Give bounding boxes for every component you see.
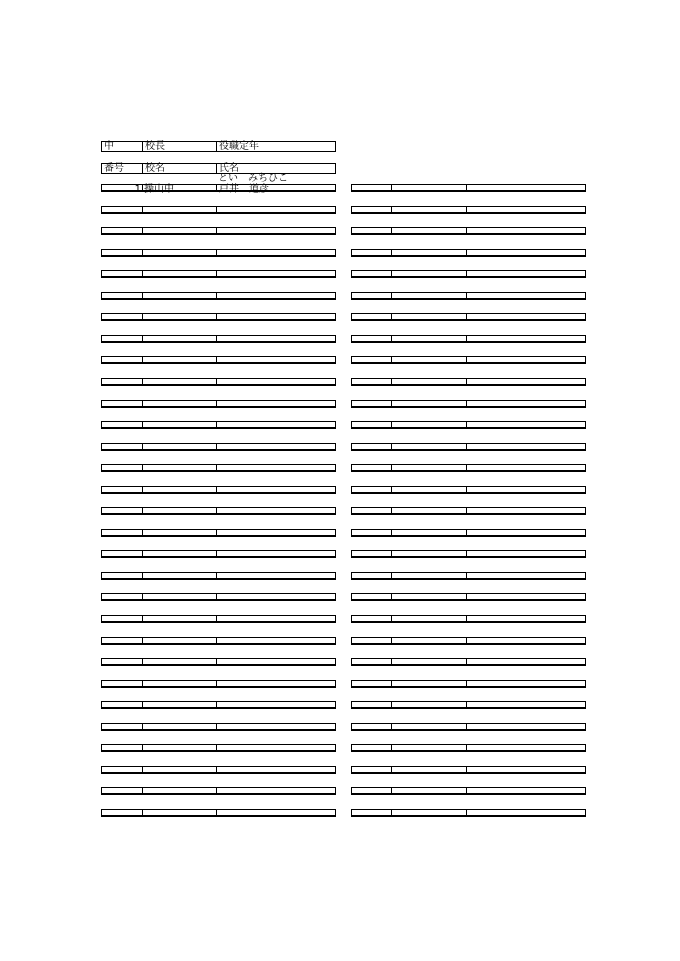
left-table-row xyxy=(101,766,336,774)
name-cell xyxy=(466,228,587,233)
number-cell xyxy=(102,379,142,384)
name-cell xyxy=(216,487,337,492)
number-cell xyxy=(102,616,142,621)
name-cell xyxy=(466,745,587,750)
left-table-row xyxy=(101,206,336,214)
school-cell xyxy=(391,508,466,513)
name-cell xyxy=(216,207,337,212)
name-cell xyxy=(216,293,337,298)
school-cell xyxy=(142,228,216,233)
right-table-row xyxy=(351,464,586,472)
school-cell xyxy=(142,508,216,513)
school-cell xyxy=(391,185,466,190)
name-cell xyxy=(216,702,337,707)
number-cell xyxy=(102,228,142,233)
number-cell xyxy=(352,487,391,492)
entry-furigana: とい みちひこ xyxy=(218,173,288,184)
school-cell xyxy=(142,444,216,449)
school-cell xyxy=(391,745,466,750)
left-table-row xyxy=(101,680,336,688)
number-cell xyxy=(352,185,391,190)
left-table-row xyxy=(101,249,336,257)
number-cell xyxy=(352,314,391,319)
number-cell xyxy=(102,271,142,276)
name-cell xyxy=(466,379,587,384)
left-table-row xyxy=(101,507,336,515)
school-cell xyxy=(391,681,466,686)
school-cell xyxy=(142,530,216,535)
school-cell xyxy=(142,745,216,750)
school-cell xyxy=(391,638,466,643)
right-table-row xyxy=(351,529,586,537)
school-cell xyxy=(142,681,216,686)
left-table-row xyxy=(101,378,336,386)
number-cell xyxy=(102,508,142,513)
header-col1: 中 xyxy=(104,141,114,152)
left-table-row xyxy=(101,356,336,364)
number-cell xyxy=(352,551,391,556)
right-table-row xyxy=(351,809,586,817)
right-table-row xyxy=(351,615,586,623)
number-cell xyxy=(352,702,391,707)
number-cell xyxy=(352,788,391,793)
number-cell xyxy=(352,659,391,664)
school-cell xyxy=(391,444,466,449)
name-cell xyxy=(466,724,587,729)
school-cell xyxy=(391,724,466,729)
school-cell xyxy=(391,616,466,621)
name-cell xyxy=(216,444,337,449)
number-cell xyxy=(102,487,142,492)
name-cell xyxy=(216,551,337,556)
school-cell xyxy=(142,788,216,793)
name-cell xyxy=(466,659,587,664)
school-cell xyxy=(142,659,216,664)
name-cell xyxy=(216,379,337,384)
left-table-row xyxy=(101,292,336,300)
header-number: 番号 xyxy=(104,163,124,174)
left-table-row xyxy=(101,443,336,451)
school-cell xyxy=(142,810,216,815)
school-cell xyxy=(391,314,466,319)
school-cell xyxy=(391,767,466,772)
left-table-row xyxy=(101,529,336,537)
name-cell xyxy=(466,444,587,449)
left-table-row xyxy=(101,637,336,645)
name-cell xyxy=(466,594,587,599)
school-cell xyxy=(142,357,216,362)
name-cell xyxy=(466,271,587,276)
school-cell xyxy=(142,724,216,729)
right-table-row xyxy=(351,787,586,795)
right-table-row xyxy=(351,378,586,386)
number-cell xyxy=(352,271,391,276)
number-cell xyxy=(352,530,391,535)
name-cell xyxy=(216,250,337,255)
number-cell xyxy=(102,573,142,578)
number-cell xyxy=(102,530,142,535)
school-cell xyxy=(391,271,466,276)
name-cell xyxy=(466,551,587,556)
right-table-row xyxy=(351,701,586,709)
name-cell xyxy=(216,810,337,815)
right-table-row xyxy=(351,184,586,192)
name-cell xyxy=(466,508,587,513)
number-cell: 1 xyxy=(134,184,141,195)
school-cell xyxy=(142,487,216,492)
left-table-row xyxy=(101,809,336,817)
school-cell xyxy=(391,487,466,492)
left-table-row xyxy=(101,313,336,321)
school-cell xyxy=(142,379,216,384)
school-cell xyxy=(391,250,466,255)
right-table-row xyxy=(351,421,586,429)
school-cell xyxy=(391,551,466,556)
name-cell xyxy=(466,788,587,793)
header-name: 氏名 xyxy=(216,164,335,173)
school-cell xyxy=(391,594,466,599)
name-cell xyxy=(216,724,337,729)
right-table-row xyxy=(351,766,586,774)
number-cell xyxy=(102,681,142,686)
school-cell xyxy=(391,810,466,815)
right-table-row xyxy=(351,723,586,731)
right-table-row xyxy=(351,400,586,408)
right-table-row xyxy=(351,658,586,666)
right-table-row xyxy=(351,313,586,321)
right-table-row xyxy=(351,292,586,300)
right-table-row xyxy=(351,593,586,601)
name-cell xyxy=(466,487,587,492)
name-cell xyxy=(466,465,587,470)
left-table-row xyxy=(101,744,336,752)
right-table-row xyxy=(351,206,586,214)
number-cell xyxy=(352,638,391,643)
number-cell xyxy=(102,250,142,255)
school-cell xyxy=(391,293,466,298)
name-cell xyxy=(216,659,337,664)
name-cell xyxy=(466,616,587,621)
left-table-row xyxy=(101,701,336,709)
name-cell xyxy=(216,422,337,427)
right-table-row xyxy=(351,227,586,235)
number-cell xyxy=(102,594,142,599)
number-cell xyxy=(352,401,391,406)
school-cell xyxy=(391,228,466,233)
school-cell xyxy=(142,702,216,707)
left-table-row xyxy=(101,550,336,558)
left-table-row xyxy=(101,184,336,195)
school-cell xyxy=(142,465,216,470)
number-cell xyxy=(352,465,391,470)
left-table-row xyxy=(101,464,336,472)
number-cell xyxy=(102,551,142,556)
school-cell xyxy=(142,314,216,319)
right-table-row xyxy=(351,335,586,343)
right-table-row xyxy=(351,270,586,278)
school-cell xyxy=(142,594,216,599)
right-table-row xyxy=(351,356,586,364)
right-table-row xyxy=(351,443,586,451)
number-cell xyxy=(352,379,391,384)
number-cell xyxy=(352,357,391,362)
right-table-row xyxy=(351,249,586,257)
school-cell xyxy=(391,788,466,793)
name-cell: 戸井 道彦 xyxy=(216,185,337,190)
number-cell xyxy=(352,422,391,427)
school-cell xyxy=(142,573,216,578)
number-cell xyxy=(352,508,391,513)
number-cell xyxy=(352,573,391,578)
number-cell xyxy=(352,228,391,233)
number-cell xyxy=(102,401,142,406)
school-cell xyxy=(391,207,466,212)
name-cell xyxy=(466,336,587,341)
school-cell xyxy=(142,293,216,298)
number-cell xyxy=(102,465,142,470)
name-cell xyxy=(466,573,587,578)
name-cell xyxy=(466,207,587,212)
number-cell xyxy=(102,745,142,750)
name-cell xyxy=(466,681,587,686)
name-cell xyxy=(216,530,337,535)
number-cell xyxy=(102,767,142,772)
school-cell xyxy=(391,659,466,664)
number-cell xyxy=(102,638,142,643)
left-table-row xyxy=(101,335,336,343)
number-cell xyxy=(352,724,391,729)
number-cell xyxy=(102,810,142,815)
left-table-row xyxy=(101,615,336,623)
number-cell xyxy=(352,767,391,772)
school-cell xyxy=(391,702,466,707)
name-cell xyxy=(466,638,587,643)
header-col3: 役職定年 xyxy=(216,142,335,151)
name-cell xyxy=(216,336,337,341)
right-table-row xyxy=(351,486,586,494)
name-cell xyxy=(216,401,337,406)
school-cell xyxy=(142,271,216,276)
right-table-row xyxy=(351,572,586,580)
school-cell xyxy=(391,401,466,406)
name-cell xyxy=(466,422,587,427)
number-cell xyxy=(102,724,142,729)
school-cell xyxy=(391,573,466,578)
name-cell xyxy=(216,767,337,772)
left-table-row xyxy=(101,421,336,429)
name-cell xyxy=(216,638,337,643)
name-cell xyxy=(466,530,587,535)
name-cell xyxy=(466,357,587,362)
name-cell xyxy=(216,228,337,233)
school-cell xyxy=(142,638,216,643)
school-cell xyxy=(391,530,466,535)
school-cell xyxy=(391,336,466,341)
school-cell xyxy=(391,422,466,427)
name-cell xyxy=(216,573,337,578)
name-cell xyxy=(216,314,337,319)
right-table-row xyxy=(351,744,586,752)
number-cell xyxy=(102,788,142,793)
header-school: 校名 xyxy=(142,164,216,173)
number-cell xyxy=(102,357,142,362)
number-cell xyxy=(102,444,142,449)
number-cell xyxy=(102,207,142,212)
number-cell xyxy=(352,810,391,815)
school-cell xyxy=(142,616,216,621)
header-row-1 xyxy=(101,141,336,152)
number-cell xyxy=(102,293,142,298)
left-table-row xyxy=(101,270,336,278)
right-table-row xyxy=(351,550,586,558)
left-table-row xyxy=(101,593,336,601)
school-cell xyxy=(142,250,216,255)
name-cell xyxy=(466,250,587,255)
name-cell xyxy=(466,401,587,406)
school-cell xyxy=(142,336,216,341)
number-cell xyxy=(352,207,391,212)
school-cell xyxy=(391,379,466,384)
name-cell xyxy=(216,594,337,599)
number-cell xyxy=(352,250,391,255)
number-cell xyxy=(352,293,391,298)
name-cell xyxy=(216,357,337,362)
name-cell xyxy=(216,616,337,621)
left-table-row xyxy=(101,400,336,408)
left-table-row xyxy=(101,227,336,235)
number-cell xyxy=(102,422,142,427)
name-cell xyxy=(216,681,337,686)
name-cell xyxy=(216,788,337,793)
left-table-row xyxy=(101,572,336,580)
school-cell xyxy=(391,357,466,362)
number-cell xyxy=(352,745,391,750)
school-cell xyxy=(142,401,216,406)
school-cell xyxy=(142,551,216,556)
number-cell xyxy=(352,336,391,341)
school-cell xyxy=(142,767,216,772)
name-cell xyxy=(216,508,337,513)
number-cell xyxy=(352,616,391,621)
school-cell xyxy=(391,465,466,470)
name-cell xyxy=(216,465,337,470)
school-cell xyxy=(142,207,216,212)
number-cell xyxy=(102,702,142,707)
left-table-row xyxy=(101,723,336,731)
name-cell xyxy=(466,293,587,298)
number-cell xyxy=(102,314,142,319)
header-col2: 校長 xyxy=(142,142,216,151)
name-cell xyxy=(216,271,337,276)
number-cell xyxy=(102,336,142,341)
name-cell xyxy=(466,702,587,707)
number-cell xyxy=(352,444,391,449)
school-cell: 操山中 xyxy=(142,185,216,190)
school-cell xyxy=(142,422,216,427)
left-table-row xyxy=(101,658,336,666)
right-table-row xyxy=(351,507,586,515)
number-cell xyxy=(102,659,142,664)
number-cell xyxy=(352,681,391,686)
name-cell xyxy=(466,314,587,319)
right-table-row xyxy=(351,637,586,645)
number-cell xyxy=(352,594,391,599)
left-table-row xyxy=(101,486,336,494)
left-table-row xyxy=(101,787,336,795)
name-cell xyxy=(466,185,587,190)
right-table-row xyxy=(351,680,586,688)
name-cell xyxy=(466,810,587,815)
name-cell xyxy=(466,767,587,772)
name-cell xyxy=(216,745,337,750)
